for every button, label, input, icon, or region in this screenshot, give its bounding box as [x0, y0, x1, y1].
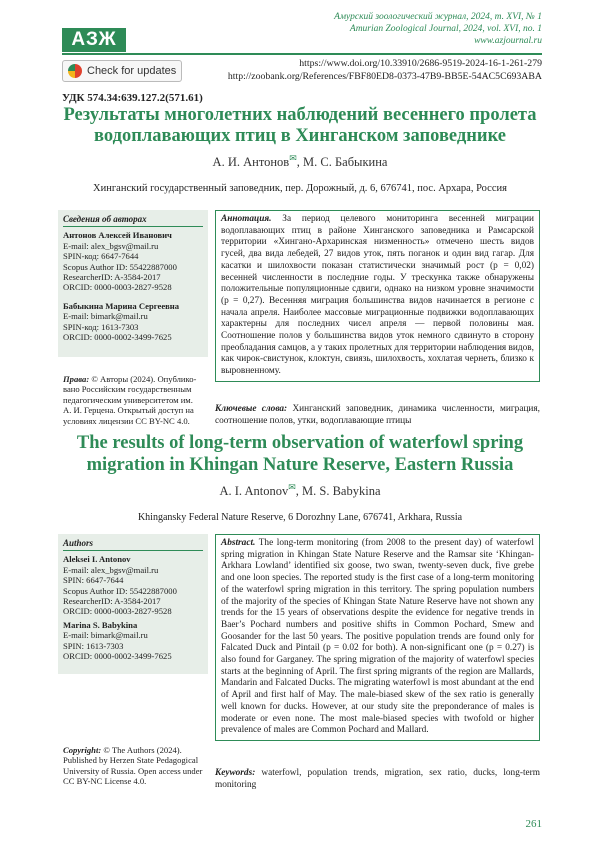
- envelope-icon: ✉: [288, 482, 296, 492]
- author1-researcherid-ru: ResearcherID: A-3584-2017: [63, 272, 161, 283]
- abstract-en: Abstract. The long-term monitoring (from 2008 to the present day) of waterfowl spring migration in Khingan State Nature Reserve and the Ramsar site ‘Khingan-Arkhara Lowland’ identified six goose, two swan, twenty-seven duck, five grebe and one loon species. The reported study is the first case of a long-term monitoring of the waterfowl spring migration in this territory. The spring population numbers of the majority of the species of Khingan State Nature Reserve have not shown any trends for the 15 years of observations despite the evidence for negative trends in Baer’s Pochard numbers and positive shifts in Common Pochard, Smew and Goosander for the last 50 years. The positive population trends are found only for Falcated Duck and Pintail (p = 0.02 for both). A non-significant one (p = 0.27) is also found for Garganey. The spring migration of the majority of waterfowl species starts at the beginning of April. The first spring migrants of the region are Mallards, Mandarin and Falcated Ducks. The migrating waterfowl is most abundant at the end of April and first half of May. The male-biased skew of the sex ratio is generally well known for ducks. However, at our study site the preponderance of males is moderate or even none. The most male-biased species with twofold or higher prevalence of males are Common Pochard and Mallard.: [215, 534, 540, 741]
- author1-scopus-en: Scopus Author ID: 55422887000: [63, 585, 177, 596]
- journal-name-ru: Амурский зоологический журнал, 2024, т. XVI, № 1: [334, 12, 542, 22]
- author1-email-en[interactable]: E-mail: alex_bgsv@mail.ru: [63, 564, 159, 575]
- sidebar-rule: [63, 226, 203, 227]
- affiliation-en: Khingansky Federal Nature Reserve, 6 Dorozhny Lane, 676741, Arkhara, Russia: [137, 512, 463, 523]
- check-for-updates-label: Check for updates: [87, 65, 177, 77]
- author2-spin-ru: SPIN-код: 1613-7303: [63, 321, 139, 332]
- affiliation-ru: Хинганский государственный заповедник, пер. Дорожный, д. 6, 676741, пос. Архара, Россия: [93, 183, 507, 194]
- author-info-en: [58, 534, 208, 620]
- sidebar-heading-en: Authors: [63, 538, 94, 548]
- page-number: 261: [525, 818, 542, 830]
- author1-email-ru[interactable]: E-mail: alex_bgsv@mail.ru: [63, 240, 159, 251]
- abstract-ru: Аннотация. За период целевого мониторинга весенней миграции водоплавающих птиц в районе Хинганского заповедника и Рамсарской территории «Хингано-Архаринская низменность» отмечено шесть видов гусей, два вида лебедей, 27 видов уток, пять поганок и один вид гагар. Для касатки и шилохвости показан статистически значимый рост (р = 0,02) весенней численности в последние годы. У трескунка также обнаружены положительные популяционные сдвиги, однако на низком уровне значимости (р = 0,27). Весенняя миграция большинства видов начинается в регионе с начала апреля. Наиболее массовые миграционные подвижки водоплавающих характерны для последних чисел апреля — первой половины мая. Соотношение полов у большинства видов уток немного сдвинуто в сторону преобладания самцов, а у таких пролетных для территории наблюдения видов, как чирок-свистунок, клоктун, свиязь, шилохвость, хохлатая чернеть, близко к выровненному.: [215, 210, 540, 382]
- sidebar-heading-ru: Сведения об авторах: [63, 214, 147, 224]
- check-for-updates-button[interactable]: [62, 60, 182, 82]
- author2-email-en[interactable]: E-mail: bimark@mail.ru: [63, 630, 148, 641]
- article-title-ru: Результаты многолетних наблюдений весеннего пролета водоплавающих птиц в Хинганском заповеднике: [63, 105, 537, 146]
- author2-orcid-en: ORCID: 0000-0002-3499-7625: [63, 651, 172, 662]
- author1-spin-ru: SPIN-код: 6647-7644: [63, 251, 139, 262]
- rights-en: Copyright: © The Authors (2024). Published by Herzen State Pedagogical University of Russia. Open access under CC BY-NC License 4.0.: [63, 745, 203, 787]
- author1-name-ru: Антонов Алексей Иванович: [63, 230, 172, 241]
- authors-ru: А. И. Антонов✉, М. С. Бабыкина: [212, 153, 388, 170]
- author2-name-en: Marina S. Babykina: [63, 620, 138, 630]
- author2-box-en: [58, 616, 208, 674]
- keywords-en: Keywords: waterfowl, population trends, migration, sex ratio, ducks, long-term monitoring: [215, 768, 540, 790]
- envelope-icon: ✉: [289, 153, 297, 163]
- author1-info-en: [63, 554, 203, 616]
- author2-orcid-ru: ORCID: 0000-0002-3499-7625: [63, 332, 172, 343]
- author1-researcherid-en: ResearcherID: A-3584-2017: [63, 596, 161, 607]
- sidebar-rule: [63, 550, 203, 551]
- rights-ru: Права: © Авторы (2024). Опублико-вано Российским государственным педагогическим университетом им. А. И. Герцена. Открытый доступ на условиях лицензии CC BY-NC 4.0.: [63, 374, 197, 426]
- author1-scopus-ru: Scopus Author ID: 55422887000: [63, 261, 177, 272]
- author2-name-ru: Бабыкина Марина Сергеевна: [63, 301, 180, 311]
- header-divider: [62, 53, 542, 55]
- author1-info-ru: [63, 230, 203, 292]
- udk-code: УДК 574.34:639.127.2(571.61): [62, 92, 203, 104]
- author-info-ru: [58, 210, 208, 300]
- journal-site-link[interactable]: www.azjournal.ru: [474, 36, 542, 46]
- keywords-ru: Ключевые слова: Хинганский заповедник, динамика численности, миграция, соотношение полов, утки, водоплавающие птицы: [215, 404, 540, 426]
- journal-name-en: Amurian Zoological Journal, 2024, vol. XVI, no. 1: [349, 24, 542, 34]
- author2-spin-en: SPIN: 1613-7303: [63, 640, 124, 651]
- author1-spin-en: SPIN: 6647-7644: [63, 575, 124, 586]
- author2-box-ru: [58, 297, 208, 357]
- author2-email-ru[interactable]: E-mail: bimark@mail.ru: [63, 311, 148, 322]
- doi-link[interactable]: https://www.doi.org/10.33910/2686-9519-2024-16-1-261-279: [299, 58, 542, 69]
- journal-logo: АЗЖ: [62, 28, 126, 52]
- author1-name-en: Aleksei I. Antonov: [63, 554, 131, 565]
- zoobank-link[interactable]: http://zoobank.org/References/FBF80ED8-0373-47B9-BB5E-54AC5C693ABA: [227, 71, 542, 82]
- article-title-en: The results of long-term observation of waterfowl spring migration in Khingan Nature Reserve, Eastern Russia: [76, 433, 524, 475]
- crossmark-icon: [68, 64, 82, 78]
- author1-orcid-ru: ORCID: 0000-0003-2827-9528: [63, 282, 172, 293]
- authors-en: A. I. Antonov✉, M. S. Babykina: [219, 482, 381, 499]
- author1-orcid-en: ORCID: 0000-0003-2827-9528: [63, 606, 172, 617]
